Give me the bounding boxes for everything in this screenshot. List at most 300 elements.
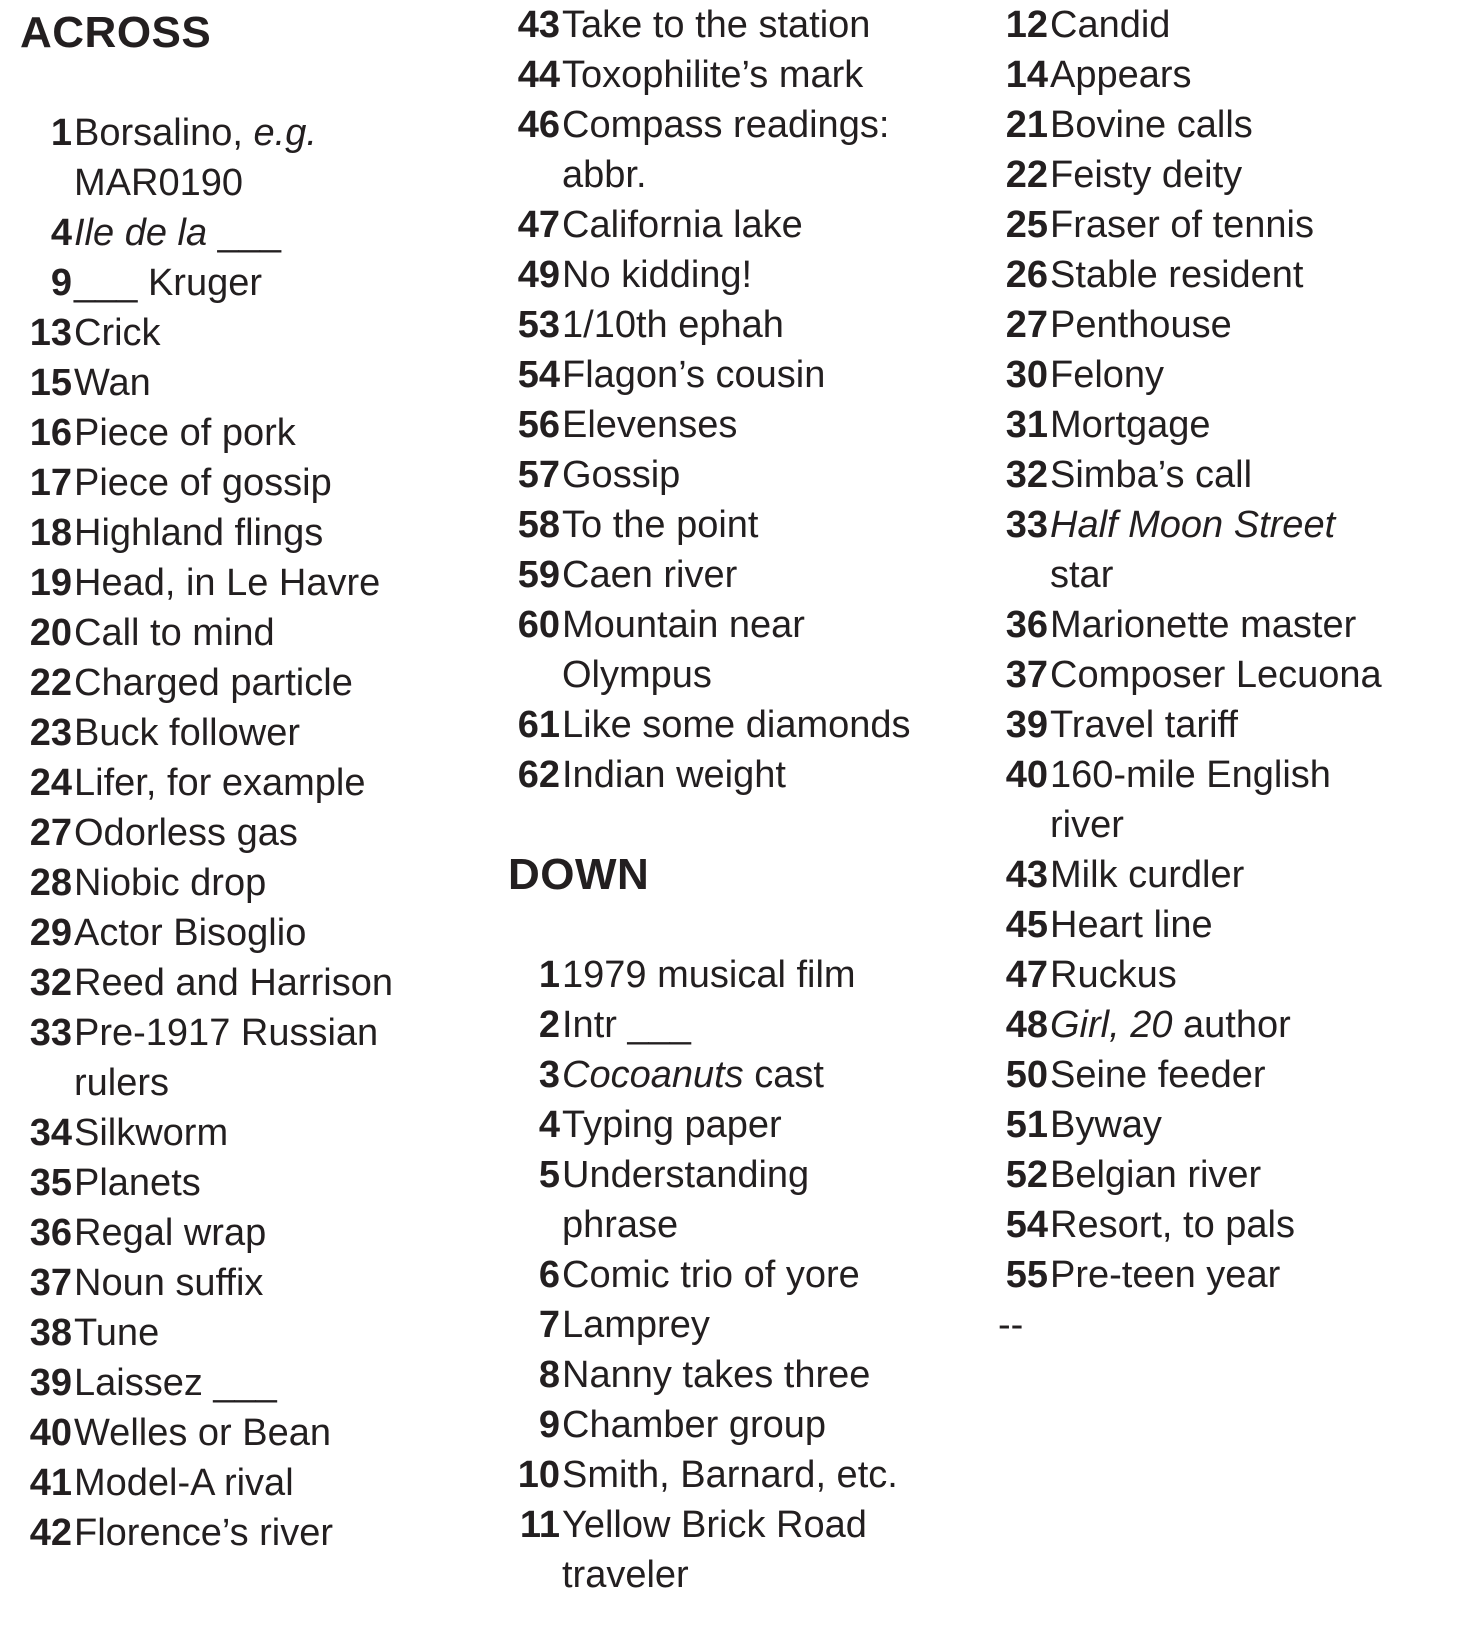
clue-text xyxy=(1050,400,1211,450)
clue-text-part: Actor Bisoglio xyxy=(74,912,307,954)
down-clue xyxy=(996,1000,1461,1050)
clue-number: 16 xyxy=(29,412,72,454)
down-heading: DOWN xyxy=(508,850,650,899)
clue-number: 47 xyxy=(1005,954,1048,996)
down-clue-list-continued xyxy=(996,0,1461,1300)
clue-number: 44 xyxy=(517,54,560,96)
clue-text xyxy=(562,550,737,600)
clue-number: 48 xyxy=(1005,1004,1048,1046)
clue-number: 42 xyxy=(29,1512,72,1554)
clue-text-part: Compass readings: abbr. xyxy=(562,104,890,196)
clue-number: 17 xyxy=(29,462,72,504)
across-clue xyxy=(20,908,490,958)
across-clue xyxy=(508,400,978,450)
clue-number: 39 xyxy=(29,1362,72,1404)
clue-number: 19 xyxy=(29,562,72,604)
clue-text xyxy=(74,1408,331,1458)
clue-text-part: Lifer, for example xyxy=(74,762,366,804)
clue-text-italic: Half Moon Street xyxy=(1050,504,1336,546)
clue-text xyxy=(562,1300,710,1350)
end-mark-row xyxy=(996,1300,1461,1350)
clue-text xyxy=(562,1250,860,1300)
clue-text xyxy=(74,1008,378,1108)
clue-number: 22 xyxy=(1005,154,1048,196)
across-clue xyxy=(508,500,978,550)
across-clue xyxy=(20,708,490,758)
clue-number: 54 xyxy=(1005,1204,1048,1246)
clue-number: 9 xyxy=(50,262,72,304)
clue-number: 18 xyxy=(29,512,72,554)
clue-text-part: Flagon’s cousin xyxy=(562,354,826,396)
clue-number: 58 xyxy=(517,504,560,546)
clue-text-part: Stable resident xyxy=(1050,254,1304,296)
clue-text-part: Laissez ___ xyxy=(74,1362,277,1404)
clue-number: 27 xyxy=(29,812,72,854)
clue-text xyxy=(1050,1200,1295,1250)
clue-text-part: Composer Lecuona xyxy=(1050,654,1382,696)
clue-text-part: Felony xyxy=(1050,354,1165,396)
clue-text xyxy=(74,258,262,308)
clue-number: 47 xyxy=(517,204,560,246)
clue-text-italic: e.g. xyxy=(253,112,317,154)
clue-text-part: Silkworm xyxy=(74,1112,229,1154)
clue-text xyxy=(562,750,786,800)
clue-number: 62 xyxy=(517,754,560,796)
across-clue xyxy=(20,208,490,258)
clue-text-part: California lake xyxy=(562,204,803,246)
clue-text xyxy=(74,908,306,958)
clue-text-part: Milk curdler xyxy=(1050,854,1245,896)
down-clue xyxy=(996,150,1461,200)
clue-text-part: Yellow Brick Road traveler xyxy=(562,1504,867,1596)
clue-text xyxy=(74,608,275,658)
down-clue xyxy=(996,1200,1461,1250)
clue-text-part: Belgian river xyxy=(1050,1154,1262,1196)
clue-text xyxy=(562,200,803,250)
across-clue xyxy=(508,450,978,500)
clue-text-part: Odorless gas xyxy=(74,812,298,854)
across-clue xyxy=(508,0,978,50)
clue-text xyxy=(74,1208,266,1258)
column-2 xyxy=(508,0,978,1600)
clue-text xyxy=(1050,100,1253,150)
clue-text xyxy=(74,1158,201,1208)
down-clue xyxy=(996,850,1461,900)
across-clue xyxy=(20,408,490,458)
column-3 xyxy=(996,0,1461,1350)
clue-text-part: Heart line xyxy=(1050,904,1213,946)
down-clue xyxy=(508,1000,978,1050)
down-clue xyxy=(996,1100,1461,1150)
clue-text-part: Toxophilite’s mark xyxy=(562,54,864,96)
clue-text-part: Lamprey xyxy=(562,1304,710,1346)
clue-text xyxy=(74,108,317,208)
across-clue xyxy=(20,458,490,508)
clue-number: 57 xyxy=(517,454,560,496)
clue-text xyxy=(74,408,296,458)
across-heading: ACROSS xyxy=(20,8,212,57)
clue-text xyxy=(562,1400,826,1450)
across-clue xyxy=(20,508,490,558)
clue-number: 1 xyxy=(50,112,72,154)
clue-number: 54 xyxy=(517,354,560,396)
clue-number: 52 xyxy=(1005,1154,1048,1196)
across-clue xyxy=(20,658,490,708)
down-clue xyxy=(996,350,1461,400)
clue-text-part: Chamber group xyxy=(562,1404,827,1446)
clue-text xyxy=(1050,500,1335,600)
down-clue xyxy=(508,1450,978,1500)
down-clue xyxy=(996,100,1461,150)
clue-text-part: Penthouse xyxy=(1050,304,1232,346)
across-clue-list xyxy=(20,108,490,1558)
clue-number: 43 xyxy=(1005,854,1048,896)
clue-number: 14 xyxy=(1005,54,1048,96)
clue-number: 37 xyxy=(1005,654,1048,696)
down-clue xyxy=(996,1250,1461,1300)
clue-text-part: Call to mind xyxy=(74,612,275,654)
clue-number: 43 xyxy=(517,4,560,46)
clue-text-part: Borsalino, xyxy=(74,112,254,154)
clue-text-part: Nanny takes three xyxy=(562,1354,871,1396)
clue-text-part: Marionette master xyxy=(1050,604,1357,646)
clue-text-part: Smith, Barnard, etc. xyxy=(562,1454,898,1496)
down-clue xyxy=(996,1050,1461,1100)
clue-text xyxy=(1050,850,1244,900)
clue-text xyxy=(562,1000,691,1050)
down-clue xyxy=(508,950,978,1000)
clue-text xyxy=(562,300,784,350)
clue-number: 8 xyxy=(538,1354,560,1396)
across-clue xyxy=(508,350,978,400)
clue-text xyxy=(562,950,856,1000)
clue-text xyxy=(562,400,737,450)
clue-text-italic: Ile de la xyxy=(74,212,208,254)
clue-text-part: Piece of gossip xyxy=(74,462,332,504)
across-clue xyxy=(20,1158,490,1208)
clue-number: 40 xyxy=(1005,754,1048,796)
clue-text xyxy=(562,500,758,550)
clue-text xyxy=(1050,150,1242,200)
clue-number: 26 xyxy=(1005,254,1048,296)
across-clue xyxy=(508,750,978,800)
clue-text xyxy=(74,708,300,758)
clue-number: 31 xyxy=(1005,404,1048,446)
clue-text xyxy=(74,808,298,858)
across-clue xyxy=(508,200,978,250)
clue-text xyxy=(74,1308,159,1358)
clue-text-part: MAR0190 xyxy=(74,162,243,204)
clue-text xyxy=(562,1350,870,1400)
clue-number: 32 xyxy=(29,962,72,1004)
clue-text-part: Reed and Harrison xyxy=(74,962,393,1004)
clue-text-part: Wan xyxy=(74,362,151,404)
clue-number: 33 xyxy=(1005,504,1048,546)
down-clue xyxy=(996,300,1461,350)
clue-number: 36 xyxy=(1005,604,1048,646)
down-clue xyxy=(508,1050,978,1100)
clue-number: 13 xyxy=(29,312,72,354)
clue-text-part: Florence’s river xyxy=(74,1512,334,1554)
clue-text-part: Like some diamonds xyxy=(562,704,911,746)
across-clue xyxy=(20,858,490,908)
clue-number: 21 xyxy=(1005,104,1048,146)
across-clue xyxy=(508,600,978,700)
clue-number: 36 xyxy=(29,1212,72,1254)
down-clue xyxy=(996,250,1461,300)
clue-number: 24 xyxy=(29,762,72,804)
clue-text xyxy=(1050,700,1238,750)
clue-number: 50 xyxy=(1005,1054,1048,1096)
down-clue-list xyxy=(508,950,978,1600)
clue-text-part: No kidding! xyxy=(562,254,753,296)
clue-text-part: Intr ___ xyxy=(562,1004,691,1046)
clue-text xyxy=(74,208,281,258)
down-clue xyxy=(508,1150,978,1250)
down-clue xyxy=(508,1100,978,1150)
clue-text-part: 1979 musical film xyxy=(562,954,856,996)
across-clue xyxy=(20,1408,490,1458)
clue-text xyxy=(1050,1050,1266,1100)
clue-text xyxy=(562,1150,809,1250)
clue-text xyxy=(1050,300,1232,350)
clue-text-part: Highland flings xyxy=(74,512,324,554)
clue-number: 51 xyxy=(1005,1104,1048,1146)
clue-text xyxy=(74,558,380,608)
clue-text-italic: Cocoanuts xyxy=(562,1054,744,1096)
clue-number: 55 xyxy=(1005,1254,1048,1296)
down-clue xyxy=(508,1250,978,1300)
clue-number: 37 xyxy=(29,1262,72,1304)
clue-text xyxy=(562,100,889,200)
clue-number: 4 xyxy=(50,212,72,254)
clue-text-part: Tune xyxy=(74,1312,160,1354)
across-clue xyxy=(20,358,490,408)
clue-text-part: Understanding phrase xyxy=(562,1154,810,1246)
down-clue xyxy=(996,950,1461,1000)
clue-text xyxy=(74,1258,263,1308)
clue-text-part: Head, in Le Havre xyxy=(74,562,381,604)
clue-number: 46 xyxy=(517,104,560,146)
clue-text xyxy=(74,1458,294,1508)
clue-text xyxy=(74,358,151,408)
clue-text-italic: Girl, 20 xyxy=(1050,1004,1173,1046)
across-clue xyxy=(20,958,490,1008)
clue-text xyxy=(1050,750,1331,850)
clue-text-part: Simba’s call xyxy=(1050,454,1253,496)
down-clue xyxy=(996,50,1461,100)
column-1 xyxy=(20,0,490,1558)
clue-number: 32 xyxy=(1005,454,1048,496)
across-clue-list-continued xyxy=(508,0,978,800)
clue-number: 61 xyxy=(517,704,560,746)
down-clue xyxy=(996,500,1461,600)
clue-text-part: Byway xyxy=(1050,1104,1162,1146)
across-clue xyxy=(20,808,490,858)
clue-text xyxy=(562,450,680,500)
clue-text-part: Travel tariff xyxy=(1050,704,1238,746)
clue-number: 6 xyxy=(538,1254,560,1296)
clue-number: 30 xyxy=(1005,354,1048,396)
clue-number: 33 xyxy=(29,1012,72,1054)
clue-text-part: Ruckus xyxy=(1050,954,1177,996)
down-clue xyxy=(996,650,1461,700)
clue-text-part: Charged particle xyxy=(74,662,353,704)
end-mark: -- xyxy=(998,1304,1024,1346)
down-clue xyxy=(996,0,1461,50)
clue-text xyxy=(1050,50,1192,100)
down-clue xyxy=(996,200,1461,250)
across-clue xyxy=(20,308,490,358)
clue-number: 59 xyxy=(517,554,560,596)
clue-number: 3 xyxy=(538,1054,560,1096)
clue-text xyxy=(1050,350,1164,400)
across-clue xyxy=(20,1108,490,1158)
clue-number: 27 xyxy=(1005,304,1048,346)
across-clue xyxy=(20,758,490,808)
clue-text xyxy=(562,1050,824,1100)
clue-text xyxy=(562,50,863,100)
clue-text-part: Mountain near Olympus xyxy=(562,604,805,696)
down-clue xyxy=(508,1300,978,1350)
across-clue xyxy=(508,100,978,200)
down-clue xyxy=(996,600,1461,650)
clue-text xyxy=(1050,1100,1162,1150)
clue-text xyxy=(1050,600,1356,650)
down-clue xyxy=(508,1350,978,1400)
across-clue xyxy=(20,1258,490,1308)
clue-text xyxy=(562,1500,867,1600)
down-clue xyxy=(508,1400,978,1450)
clue-text-part: Caen river xyxy=(562,554,738,596)
clue-number: 35 xyxy=(29,1162,72,1204)
clue-number: 56 xyxy=(517,404,560,446)
clue-number: 2 xyxy=(538,1004,560,1046)
clue-number: 12 xyxy=(1005,4,1048,46)
clue-text-part: Welles or Bean xyxy=(74,1412,331,1454)
across-clue xyxy=(20,1208,490,1258)
clue-text xyxy=(74,1358,277,1408)
clue-text xyxy=(1050,650,1382,700)
clue-text-part: star xyxy=(1050,554,1114,596)
clue-number: 45 xyxy=(1005,904,1048,946)
clue-text-part: ___ Kruger xyxy=(74,262,263,304)
clue-text xyxy=(74,308,161,358)
clue-text xyxy=(1050,1150,1261,1200)
clue-text-part: Feisty deity xyxy=(1050,154,1243,196)
across-clue xyxy=(20,1358,490,1408)
clue-number: 7 xyxy=(538,1304,560,1346)
clue-text xyxy=(1050,250,1304,300)
clue-text-part: Noun suffix xyxy=(74,1262,264,1304)
clue-text xyxy=(74,858,266,908)
clue-text-part: Niobic drop xyxy=(74,862,267,904)
clue-text-part: Typing paper xyxy=(562,1104,782,1146)
clue-number: 10 xyxy=(517,1454,560,1496)
clue-number: 5 xyxy=(538,1154,560,1196)
clue-number: 29 xyxy=(29,912,72,954)
clue-text xyxy=(74,458,332,508)
clue-text xyxy=(562,350,825,400)
across-clue xyxy=(508,550,978,600)
down-clue xyxy=(996,750,1461,850)
clue-text-part: cast xyxy=(743,1054,824,1096)
clue-text xyxy=(1050,200,1314,250)
clue-text-part: Resort, to pals xyxy=(1050,1204,1295,1246)
clue-text xyxy=(1050,450,1252,500)
across-clue xyxy=(508,300,978,350)
clue-text-part: Bovine calls xyxy=(1050,104,1253,146)
clue-number: 49 xyxy=(517,254,560,296)
clue-text-part: Comic trio of yore xyxy=(562,1254,860,1296)
clue-text xyxy=(562,1450,898,1500)
clue-number: 15 xyxy=(29,362,72,404)
clue-text xyxy=(1050,900,1213,950)
clue-number: 20 xyxy=(29,612,72,654)
clue-text-part: Model-A rival xyxy=(74,1462,294,1504)
down-clue xyxy=(996,450,1461,500)
across-clue xyxy=(20,1508,490,1558)
clue-text-part: Crick xyxy=(74,312,161,354)
clue-text-part: Pre-1917 Russian rulers xyxy=(74,1012,379,1104)
clue-text xyxy=(74,958,393,1008)
clue-number: 4 xyxy=(538,1104,560,1146)
clue-text-part: 1/10th ephah xyxy=(562,304,784,346)
across-clue xyxy=(20,1458,490,1508)
clue-text-part: Indian weight xyxy=(562,754,786,796)
clue-number: 28 xyxy=(29,862,72,904)
clue-text xyxy=(562,700,911,750)
clue-text-part: To the point xyxy=(562,504,759,546)
clue-number: 25 xyxy=(1005,204,1048,246)
across-clue xyxy=(508,50,978,100)
clue-number: 34 xyxy=(29,1112,72,1154)
clue-number: 60 xyxy=(517,604,560,646)
down-clue xyxy=(508,1500,978,1600)
clue-number: 22 xyxy=(29,662,72,704)
clue-text-part: Seine feeder xyxy=(1050,1054,1266,1096)
clue-number: 41 xyxy=(29,1462,72,1504)
clue-text-part: Piece of pork xyxy=(74,412,296,454)
across-clue xyxy=(508,250,978,300)
clue-text-part: Take to the station xyxy=(562,4,871,46)
clue-text-part: Mortgage xyxy=(1050,404,1211,446)
clue-text xyxy=(1050,950,1177,1000)
clue-text-part: Buck follower xyxy=(74,712,300,754)
clue-text-part: Regal wrap xyxy=(74,1212,267,1254)
down-clue xyxy=(996,700,1461,750)
clue-text-part: Candid xyxy=(1050,4,1171,46)
clue-text xyxy=(562,1100,782,1150)
clue-text-part: 160-mile English river xyxy=(1050,754,1331,846)
clue-number: 11 xyxy=(519,1504,560,1546)
down-clue xyxy=(996,400,1461,450)
across-clue xyxy=(508,700,978,750)
clue-text xyxy=(74,758,365,808)
clue-text xyxy=(74,508,323,558)
across-clue xyxy=(20,1008,490,1108)
clue-text xyxy=(1050,1000,1291,1050)
clue-text xyxy=(562,600,805,700)
down-clue xyxy=(996,900,1461,950)
clue-number: 39 xyxy=(1005,704,1048,746)
clue-number: 38 xyxy=(29,1312,72,1354)
clue-number: 53 xyxy=(517,304,560,346)
clue-number: 40 xyxy=(29,1412,72,1454)
across-clue xyxy=(20,1308,490,1358)
across-clue xyxy=(20,258,490,308)
clue-text xyxy=(74,658,353,708)
